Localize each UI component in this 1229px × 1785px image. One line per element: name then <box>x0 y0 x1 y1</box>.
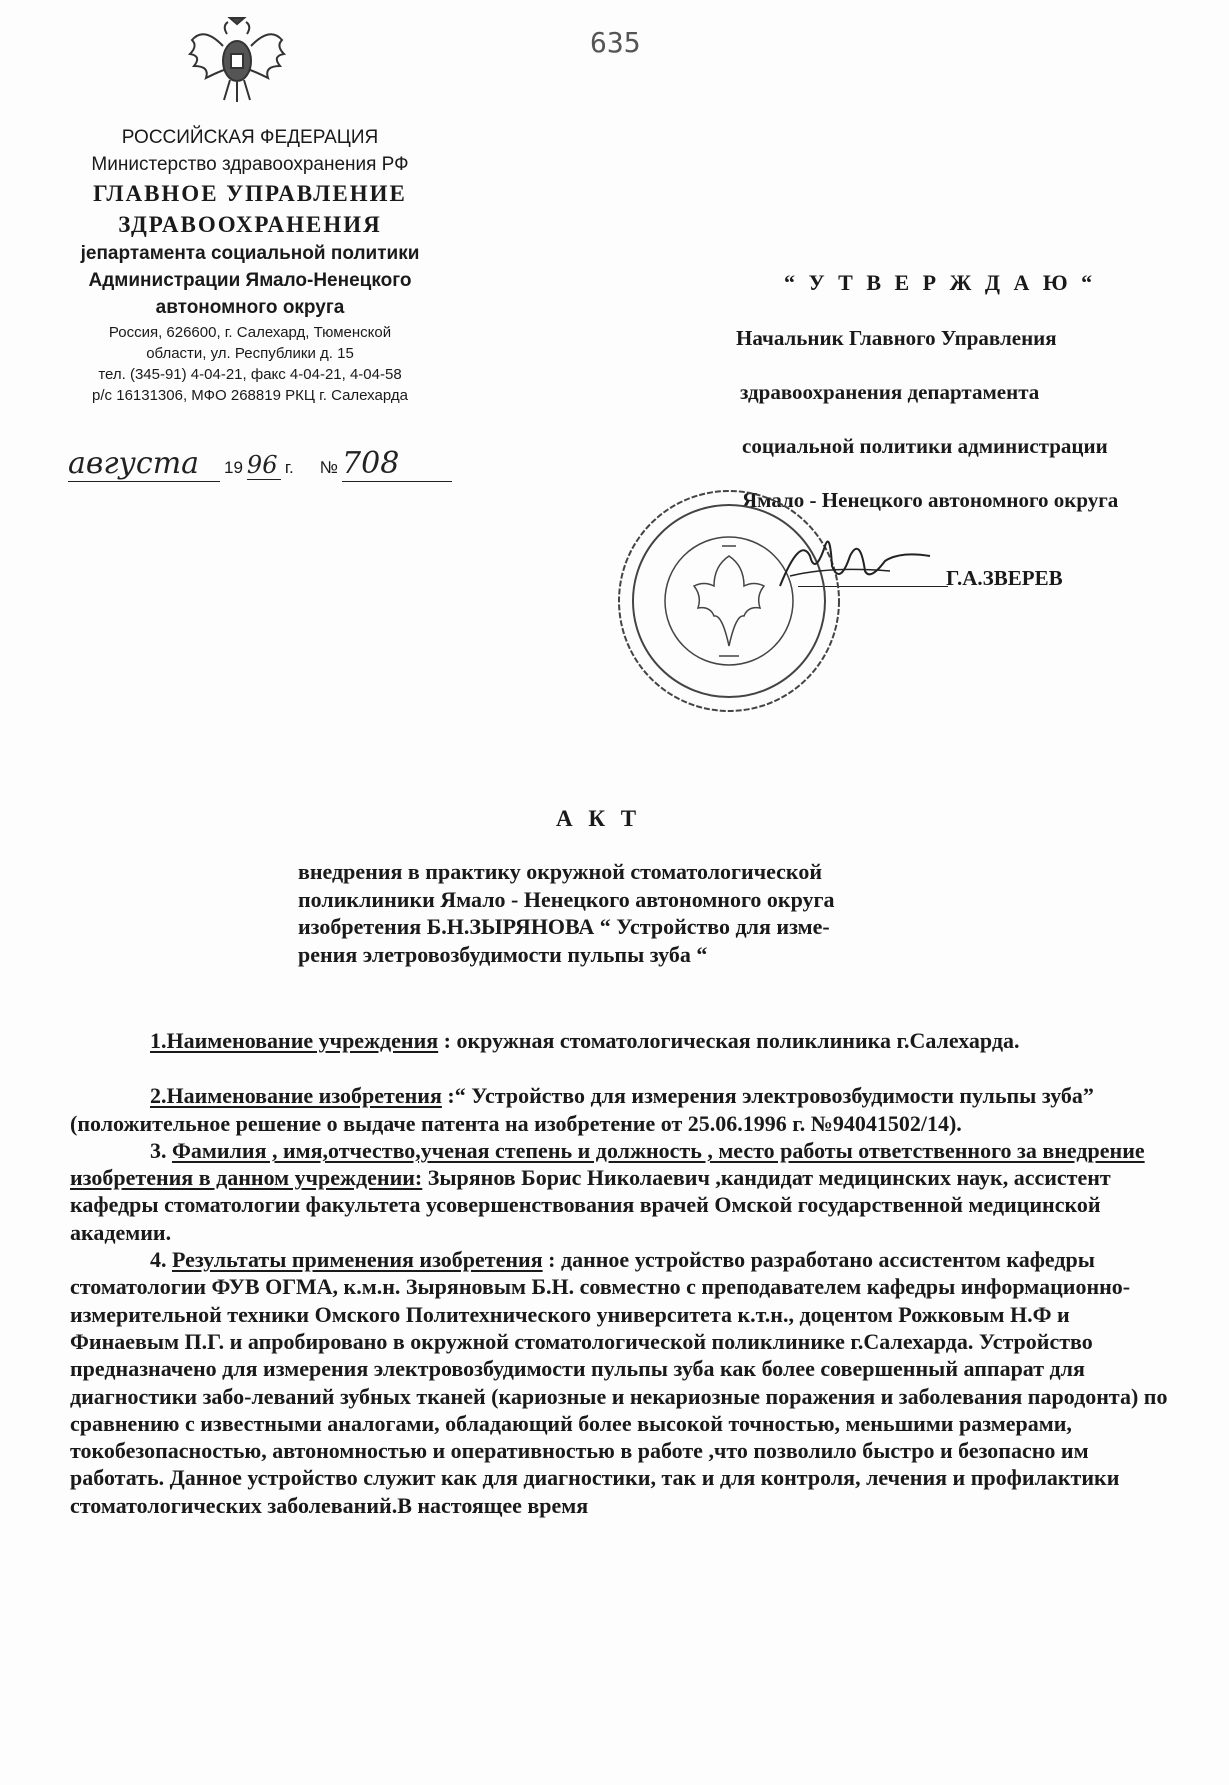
letterhead-dept-5: автономного округа <box>155 297 345 318</box>
paragraph-1-text: : окружная стоматологическая поликлиника г.Салехарда. <box>438 1028 1020 1053</box>
letterhead-dept-2: ЗДРАВООХРАНЕНИЯ <box>118 212 382 237</box>
act-desc-line-3: изобретения Б.Н.ЗЫРЯНОВА “ Устройство для изме- <box>298 914 830 939</box>
paragraph-2-text: :“ Устройство для измерения электровозбудимости пульпы зуба” (положительное решение о выдаче патента на изобретение от 25.06.1996 г. №94041502/14). <box>70 1083 1094 1136</box>
coat-of-arms-emblem <box>184 16 290 106</box>
paragraph-1-label: 1.Наименование учреждения <box>150 1028 439 1053</box>
act-desc-line-2: поликлиники Ямало - Ненецкого автономного округа <box>298 886 835 912</box>
letterhead-dept-1: ГЛАВНОЕ УПРАВЛЕНИЕ <box>93 181 407 206</box>
approval-line-2: здравоохранения департамента <box>740 380 1040 404</box>
paragraph-4-text: : данное устройство разработано ассистентом кафедры стоматологии ФУВ ОГМА, к.м.н. Зыряновым Б.Н. совместно с преподавателем кафедры информационно- измерительной техники Омского Политехнического университета к.т.н., доцентом Рожковым Н.Ф и Финаевым П.Г. и апробировано в окружной стоматологической поликлинике г.Салехарда. Устройство предназначено для измерения электровозбудимости пульпы зуба как более совершенный аппарат для диагностики забо-леваний зубных тканей (кариозные и некариозные поражения и заболевания пародонта) по сравнению с известными аналогами, обладающий более высокой точностью, меньшими размерами, токобезопасностью, автономностью и оперативностью в работе ,что позволило быстро и безопасно им работать. Данное устройство служит как для диагностики, так и для контроля, лечения и профилактики стоматологических заболеваний.В настоящее время <box>70 1247 1168 1518</box>
paragraph-3-num: 3. <box>150 1137 172 1163</box>
paragraph-1 <box>70 1027 1170 1054</box>
date-number-line <box>68 446 452 482</box>
approval-line-4: Ямало - Ненецкого автономного округа <box>742 488 1119 512</box>
letterhead-address-1: Россия, 626600, г. Салехард, Тюменской <box>108 324 392 341</box>
paragraph-4-label: Результаты применения изобретения <box>172 1247 543 1273</box>
act-body <box>70 1027 1170 1519</box>
number-label: № <box>319 458 339 477</box>
approval-signatory: Г.А.ЗВЕРЕВ <box>946 566 1063 590</box>
year-prefix: 19 <box>224 458 243 477</box>
date-handwritten: августа <box>68 446 220 482</box>
paragraph-3-label: Фамилия , имя,отчество,ученая степень и должность , место работы ответственного за внедрение изобретения в данном учреждении: <box>70 1137 1145 1191</box>
letterhead-ministry: Министерство здравоохранения РФ <box>91 154 409 175</box>
year-handwritten: 96 <box>247 451 281 480</box>
paragraph-3 <box>70 1137 1170 1246</box>
letterhead <box>60 128 440 409</box>
paragraph-2 <box>70 1082 1170 1137</box>
approval-line-3: социальной политики администрации <box>742 434 1108 458</box>
paragraph-3-text: Зырянов Борис Николаевич ,кандидат медицинских наук, ассистент кафедры стоматологии факультета усовершенствования врачей Омской государственной медицинской академии. <box>70 1165 1111 1245</box>
paragraph-2-label: 2.Наименование изобретения <box>150 1083 442 1109</box>
letterhead-account: р/с 16131306, МФО 268819 РКЦ г. Салехарда <box>92 387 408 404</box>
approval-line-1: Начальник Главного Управления <box>736 326 1057 350</box>
page-number: 635 <box>590 26 641 59</box>
approval-heading: “ У Т В Е Р Ж Д А Ю “ <box>784 270 1097 295</box>
paragraph-4 <box>70 1246 1170 1519</box>
year-suffix: г. <box>284 458 294 477</box>
act-description <box>298 858 835 968</box>
letterhead-country: РОССИЙСКАЯ ФЕДЕРАЦИЯ <box>121 127 379 148</box>
letterhead-phone: тел. (345-91) 4-04-21, факс 4-04-21, 4-04-58 <box>98 366 402 383</box>
act-desc-line-4: рения элетровозбудимости пульпы зуба “ <box>298 941 708 967</box>
letterhead-dept-4: Администрации Ямало-Ненецкого <box>88 270 412 291</box>
letterhead-dept-3: јепартамента социальной политики <box>80 243 420 264</box>
act-desc-line-1: внедрения в практику окружной стоматологической <box>298 859 822 884</box>
act-title: А К Т <box>556 806 642 831</box>
number-handwritten: 708 <box>342 446 452 482</box>
handwritten-signature <box>770 526 940 606</box>
letterhead-address-2: области, ул. Республики д. 15 <box>146 345 354 362</box>
paragraph-4-num: 4. <box>150 1247 172 1273</box>
